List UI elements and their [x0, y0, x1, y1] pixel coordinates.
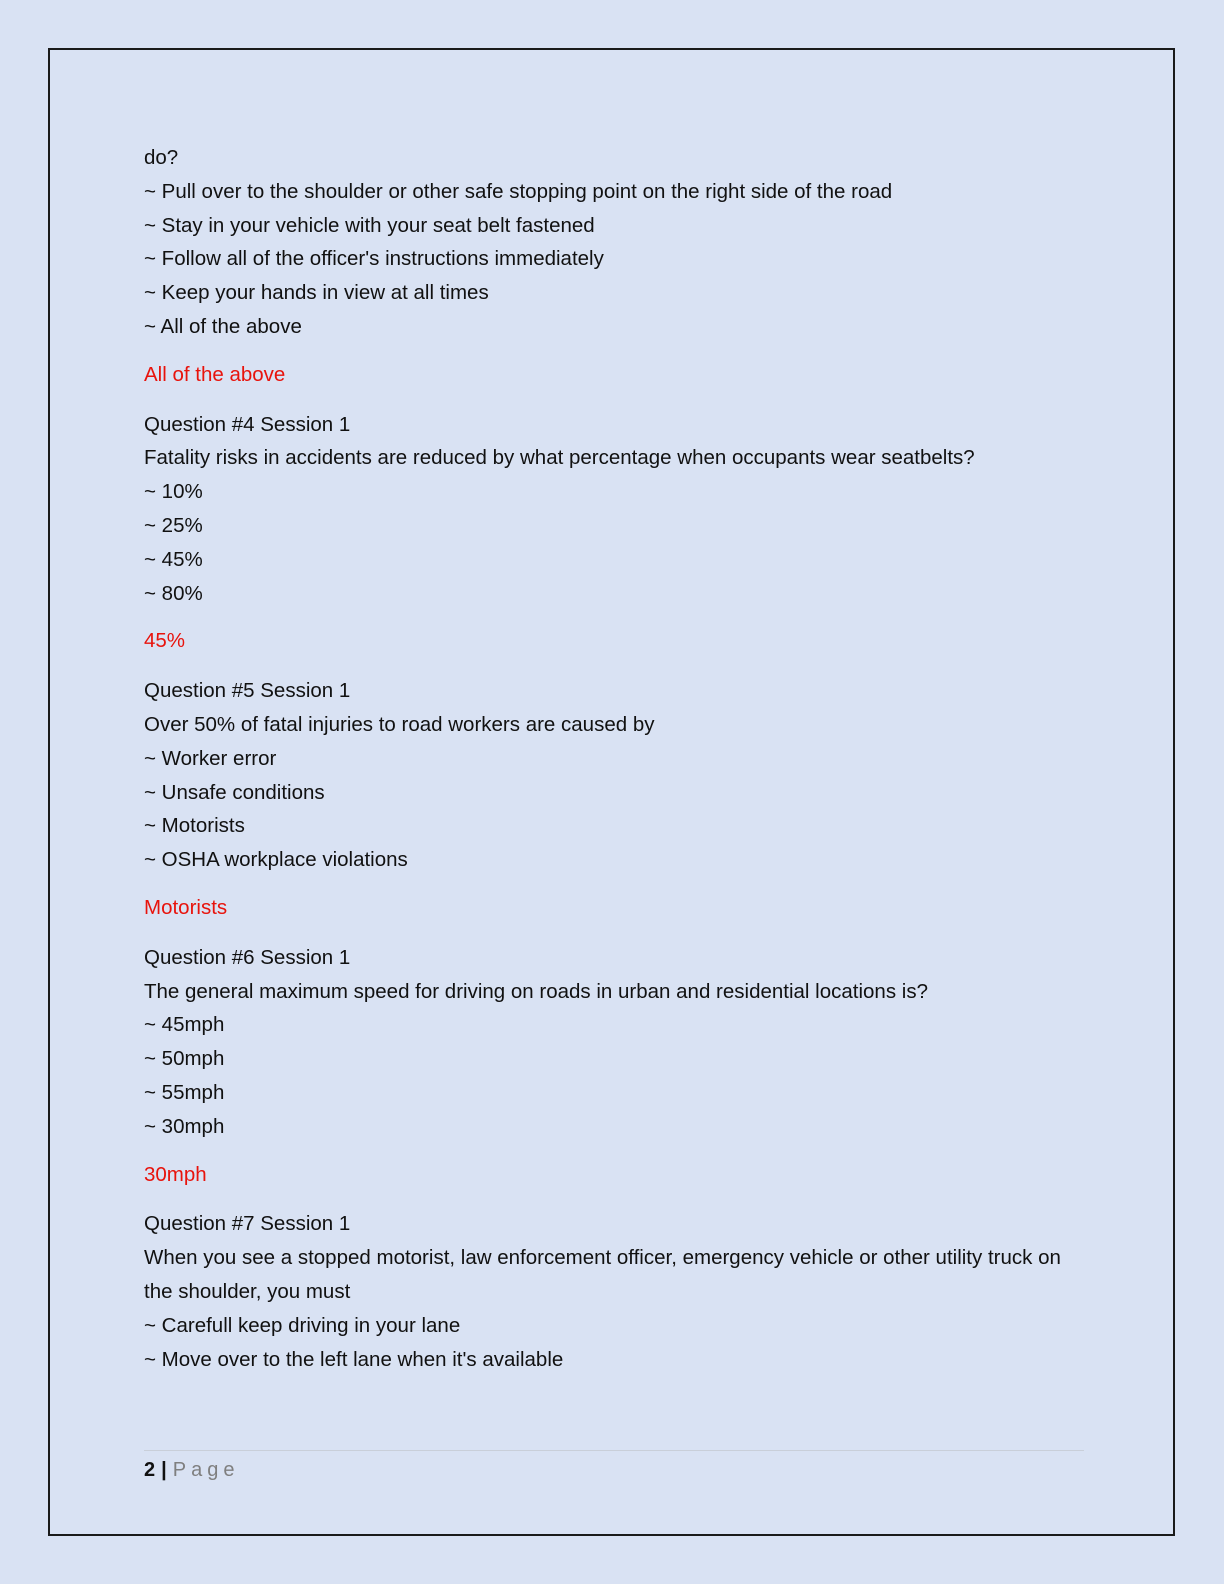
option: ~ 55mph	[144, 1080, 225, 1104]
question-header: Question #5 Session 1	[144, 679, 351, 703]
question-header: Question #7 Session 1	[144, 1212, 351, 1236]
question-text: Fatality risks in accidents are reduced by what percentage when occupants wear seatbelts?	[144, 446, 975, 470]
option: ~ Move over to the left lane when it's available	[144, 1347, 564, 1371]
answer: 45%	[144, 629, 186, 653]
question-header: Question #4 Session 1	[144, 412, 351, 436]
footer-rule	[144, 1450, 1084, 1451]
option: ~ 25%	[144, 513, 203, 537]
question-header: Question #6 Session 1	[144, 945, 351, 969]
option: ~ OSHA workplace violations	[144, 848, 408, 872]
option: ~ Pull over to the shoulder or other safe stopping point on the right side of the road	[144, 179, 893, 203]
answer: All of the above	[144, 362, 286, 386]
question-text: The general maximum speed for driving on roads in urban and residential locations is?	[144, 979, 928, 1003]
question-4	[144, 408, 1084, 659]
option: ~ Motorists	[144, 814, 245, 838]
option: ~ Keep your hands in view at all times	[144, 281, 489, 305]
option: ~ Follow all of the officer's instructions immediately	[144, 247, 604, 271]
page-footer	[144, 1456, 239, 1484]
answer: Motorists	[144, 895, 228, 919]
option: ~ 45mph	[144, 1013, 225, 1037]
question-6	[144, 941, 1084, 1192]
option: ~ 50mph	[144, 1047, 225, 1071]
page-number: 2	[144, 1459, 156, 1481]
option: ~ 30mph	[144, 1114, 225, 1138]
question-text: When you see a stopped motorist, law enforcement officer, emergency vehicle or other utility truck on the shoulder, you must	[144, 1246, 1061, 1303]
option: ~ Unsafe conditions	[144, 780, 325, 804]
question-7	[144, 1207, 1084, 1376]
option: ~ Carefull keep driving in your lane	[144, 1313, 461, 1337]
question-text-tail: do?	[144, 146, 179, 169]
option: ~ 45%	[144, 547, 203, 571]
option: ~ Stay in your vehicle with your seat belt fastened	[144, 213, 595, 237]
question-3	[144, 141, 1084, 392]
footer-separator: |	[161, 1459, 167, 1481]
page-label: Page	[172, 1459, 240, 1481]
option: ~ Worker error	[144, 746, 277, 770]
option: ~ 80%	[144, 581, 203, 605]
answer: 30mph	[144, 1162, 207, 1186]
question-5	[144, 674, 1084, 925]
option: ~ 10%	[144, 480, 203, 504]
document-body	[144, 141, 1084, 1376]
question-text: Over 50% of fatal injuries to road workers are caused by	[144, 712, 655, 736]
option: ~ All of the above	[144, 314, 302, 338]
